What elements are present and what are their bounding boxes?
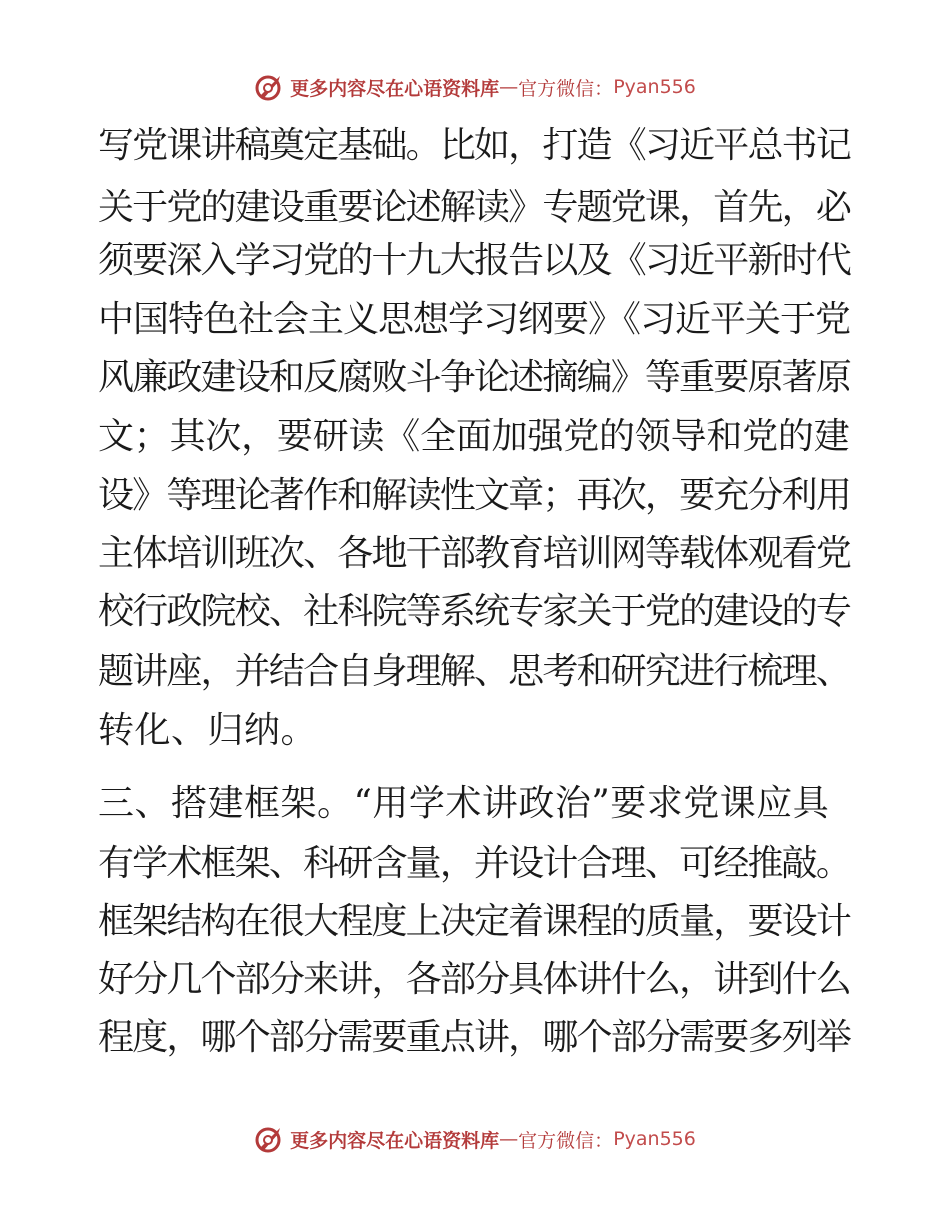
- brush-logo-icon: [254, 72, 284, 102]
- watermark-main-text: 更多内容尽在心语资料库: [290, 77, 500, 100]
- body-line: 主体培训班次、各地干部教育培训网等载体观看党: [98, 533, 851, 574]
- watermark-separator: —: [499, 76, 519, 98]
- footer-watermark: [0, 1124, 950, 1154]
- header-watermark: [0, 72, 950, 102]
- watermark-contact-label: 官方微信：: [518, 1129, 614, 1152]
- body-line: 须要深入学习党的十九大报告以及《习近平新时代: [98, 240, 851, 281]
- body-line: 中国特色社会主义思想学习纲要》《习近平关于党: [98, 299, 851, 340]
- watermark-contact-id: Pyan556: [613, 76, 696, 98]
- body-line: 有学术框架、科研含量，并设计合理、可经推敲。: [98, 843, 851, 884]
- body-line: 转化、归纳。: [98, 710, 318, 751]
- brush-logo-icon: [254, 1124, 284, 1154]
- body-line: 题讲座，并结合自身理解、思考和研究进行梳理、: [98, 651, 851, 692]
- body-line: 设》等理论著作和解读性文章；再次，要充分利用: [98, 475, 851, 516]
- watermark-main-text: 更多内容尽在心语资料库: [290, 1129, 500, 1152]
- watermark-contact-id: Pyan556: [613, 1128, 696, 1150]
- body-line: 校行政院校、社科院等系统专家关于党的建设的专: [98, 591, 851, 632]
- body-line: 程度，哪个部分需要重点讲，哪个部分需要多列举: [98, 1017, 851, 1058]
- body-line: 好分几个部分来讲，各部分具体讲什么，讲到什么: [98, 959, 851, 1000]
- watermark-separator: —: [499, 1128, 519, 1150]
- section-heading-line: 三、搭建框架。“用学术讲政治”要求党课应具: [98, 783, 830, 824]
- body-line: 写党课讲稿奠定基础。比如，打造《习近平总书记: [98, 125, 851, 166]
- watermark-contact-label: 官方微信：: [518, 77, 614, 100]
- body-line: 关于党的建设重要论述解读》专题党课，首先，必: [98, 187, 851, 228]
- body-line: 框架结构在很大程度上决定着课程的质量，要设计: [98, 901, 851, 942]
- body-line: 风廉政建设和反腐败斗争论述摘编》等重要原著原: [98, 357, 851, 398]
- body-line: 文；其次，要研读《全面加强党的领导和党的建: [98, 416, 850, 457]
